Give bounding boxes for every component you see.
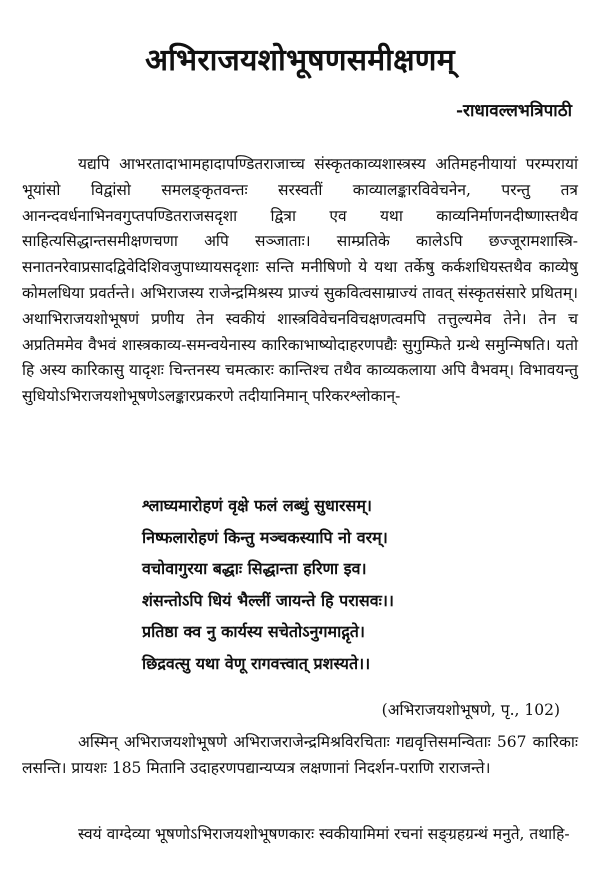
- page-title: अभिराजयशोभूषणसमीक्षणम्: [145, 43, 455, 79]
- paragraph-karikas: अस्मिन् अभिराजयशोभूषणे अभिराजराजेन्द्रमिश्रविरचिताः गद्यवृत्तिसमन्विताः 567 कारिकाः लसन्ति। प्रायशः 185 मितानि उदाहरणपद्यान्यप्यत्र लक्षणानां निदर्शन-पराणि राराजन्ते।: [22, 733, 578, 777]
- paragraph-closing: स्वयं वाग्देव्या भूषणोऽभिराजयशोभूषणकारः स्वकीयामिमां रचनां सङ्ग्रहग्रन्थं मनुते, तथाहि-: [78, 825, 570, 843]
- verse-block: [142, 490, 562, 679]
- verse-line: प्रतिष्ठा क्व नु कार्यस्य सचेतोऽनुगमाद्गृते।: [142, 622, 365, 641]
- paragraph-intro: यद्यपि आभरतादाभामहादापण्डितराजाच्च संस्कृतकाव्यशास्त्रस्य अतिमहनीयायां परम्परायां भूयांसो विद्वांसो समलङ्कृतवन्तः सरस्वतीं काव्यालङ्कारविवेचनेन, परन्तु तत्र आनन्दवर्धनाभिनवगुप्तपण्डितराजसदृशा द्वित्रा एव यथा काव्यनिर्माणनदीष्णास्तथैव साहित्यसिद्धान्तसमीक्षणचणा अपि सञ्जाताः। साम्प्रतिके कालेऽपि छज्जूरामशास्त्रि-सनातनरेवाप्रसादद्विवेदिशिवजुपाध्यायसदृशाः सन्ति मनीषिणो ये यथा तर्केषु कर्कशधियस्तथैव काव्येषु कोमलधिया प्रवर्तन्ते। अभिराजस्य राजेन्द्रमिश्रस्य प्राज्यं सुकवित्वसाम्राज्यं तावत् संस्कृतसंसारे प्रथितम्। अथाभिराजयशोभूषणं प्रणीय तेन स्वकीयं शास्त्रविवेचनविचक्षणत्वमपि तत्तुल्यमेव तेने। तेन च अप्रतिममेव वैभवं शास्त्रकाव्य-समन्वयेनास्य कारिकाभाष्योदाहरणपद्यैः सुगुम्फिते ग्रन्थे समुन्मिषति। यतो हि अस्य कारिकासु यादृशः चिन्तनस्य चमत्कारः कान्तिश्च तथैव काव्यकलाया अपि वैभवम्। विभावयन्तु सुधियोऽभिराजयशोभूषणेऽलङ्कारप्रकरणे तदीयानिमान् परिकरश्लोकान्-: [22, 155, 578, 406]
- verse-citation: (अभिराजयशोभूषणे, पृ., 102): [381, 701, 560, 719]
- verse-line: निष्फलारोहणं किन्तु मञ्चकस्यापि नो वरम्।: [142, 527, 388, 547]
- verse-line: वचोवागुरया बद्धाः सिद्धान्ता हरिणा इव।: [142, 559, 367, 578]
- verse-line: श्लाघ्यमारोहणं वृक्षे फलं लब्धुं सुधारसम्।: [142, 496, 372, 515]
- verse-line: शंसन्तोऽपि धियं भैल्लीं जायन्ते हि परासवः।।: [142, 590, 394, 610]
- author-name: -राधावल्लभत्रिपाठी: [456, 101, 572, 121]
- verse-line: छिद्रवत्सु यथा वेणू रागवत्त्वात् प्रशस्यते।।: [142, 653, 371, 673]
